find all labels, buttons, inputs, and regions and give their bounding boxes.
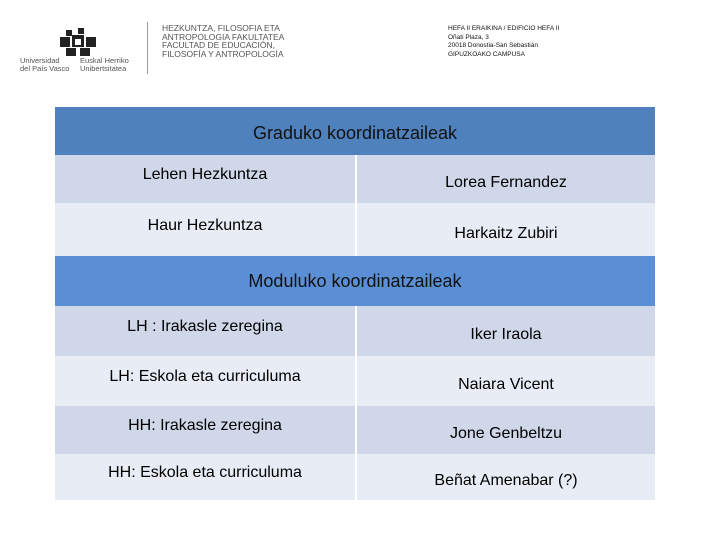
row-label-text: Lehen Hezkuntza <box>142 166 268 183</box>
address-line: 20018 Donostia-San Sebastián <box>448 42 538 49</box>
table-row <box>55 203 655 256</box>
row-label <box>55 306 355 356</box>
moduluko-header <box>55 256 655 306</box>
graduko-header <box>55 107 655 155</box>
row-label <box>55 406 355 454</box>
row-value <box>355 406 655 454</box>
row-value-text: Jone Genbeltzu <box>449 425 563 442</box>
row-value-text: Iker Iraola <box>470 326 542 343</box>
row-value <box>355 203 655 256</box>
header-divider <box>147 22 148 74</box>
row-value-text: Naiara Vicent <box>458 376 554 393</box>
faculty-name-eu: HEZKUNTZA, FILOSOFIA ETA ANTROPOLOGIA FAKULTATEA <box>162 23 285 42</box>
row-value <box>355 306 655 356</box>
row-label-text: LH: Eskola eta curriculuma <box>109 368 301 385</box>
row-label <box>55 203 355 256</box>
moduluko-title: Moduluko koordinatzaileak <box>248 270 462 291</box>
page-header <box>0 0 720 100</box>
table-row <box>55 454 655 500</box>
row-label <box>55 454 355 500</box>
row-value <box>355 454 655 500</box>
graduko-title: Graduko koordinatzaileak <box>252 122 458 143</box>
row-label <box>55 155 355 203</box>
row-value-text: Beñat Amenabar (?) <box>434 472 578 489</box>
row-label <box>55 356 355 406</box>
row-value <box>355 155 655 203</box>
table-row <box>55 306 655 356</box>
row-value-text: Lorea Fernandez <box>445 174 567 191</box>
university-es-line1: Universidad <box>20 56 60 65</box>
address-line: HEFA II ERAIKINA / EDIFICIO HEFA II <box>448 25 560 32</box>
row-label-text: Haur Hezkuntza <box>147 216 263 234</box>
row-label-text: LH : Irakasle zeregina <box>127 318 283 335</box>
row-value-text: Harkaitz Zubiri <box>454 224 558 242</box>
table-row <box>55 356 655 406</box>
row-label-text: HH: Irakasle zeregina <box>128 417 282 434</box>
address-line: Oñati Plaza, 3 <box>448 33 489 41</box>
university-logo-icon <box>58 28 100 58</box>
faculty-name-es: FACULTAD DE EDUCACIÓN, FILOSOFÍA Y ANTROPOLOGÍA <box>162 40 284 59</box>
table-row <box>55 155 655 203</box>
university-es-line2: del País Vasco <box>20 64 70 73</box>
faculty-name <box>162 24 292 58</box>
row-label-text: HH: Eskola eta curriculuma <box>108 464 302 481</box>
university-eu-line1: Euskal Herriko <box>80 56 129 65</box>
table-row <box>55 406 655 454</box>
university-name-es <box>20 57 80 73</box>
row-value <box>355 356 655 406</box>
university-name-eu <box>80 57 140 73</box>
address-line: GIPUZKOAKO CAMPUSA <box>448 50 525 58</box>
university-eu-line2: Unibertsitatea <box>80 64 127 73</box>
address-block <box>448 25 648 59</box>
